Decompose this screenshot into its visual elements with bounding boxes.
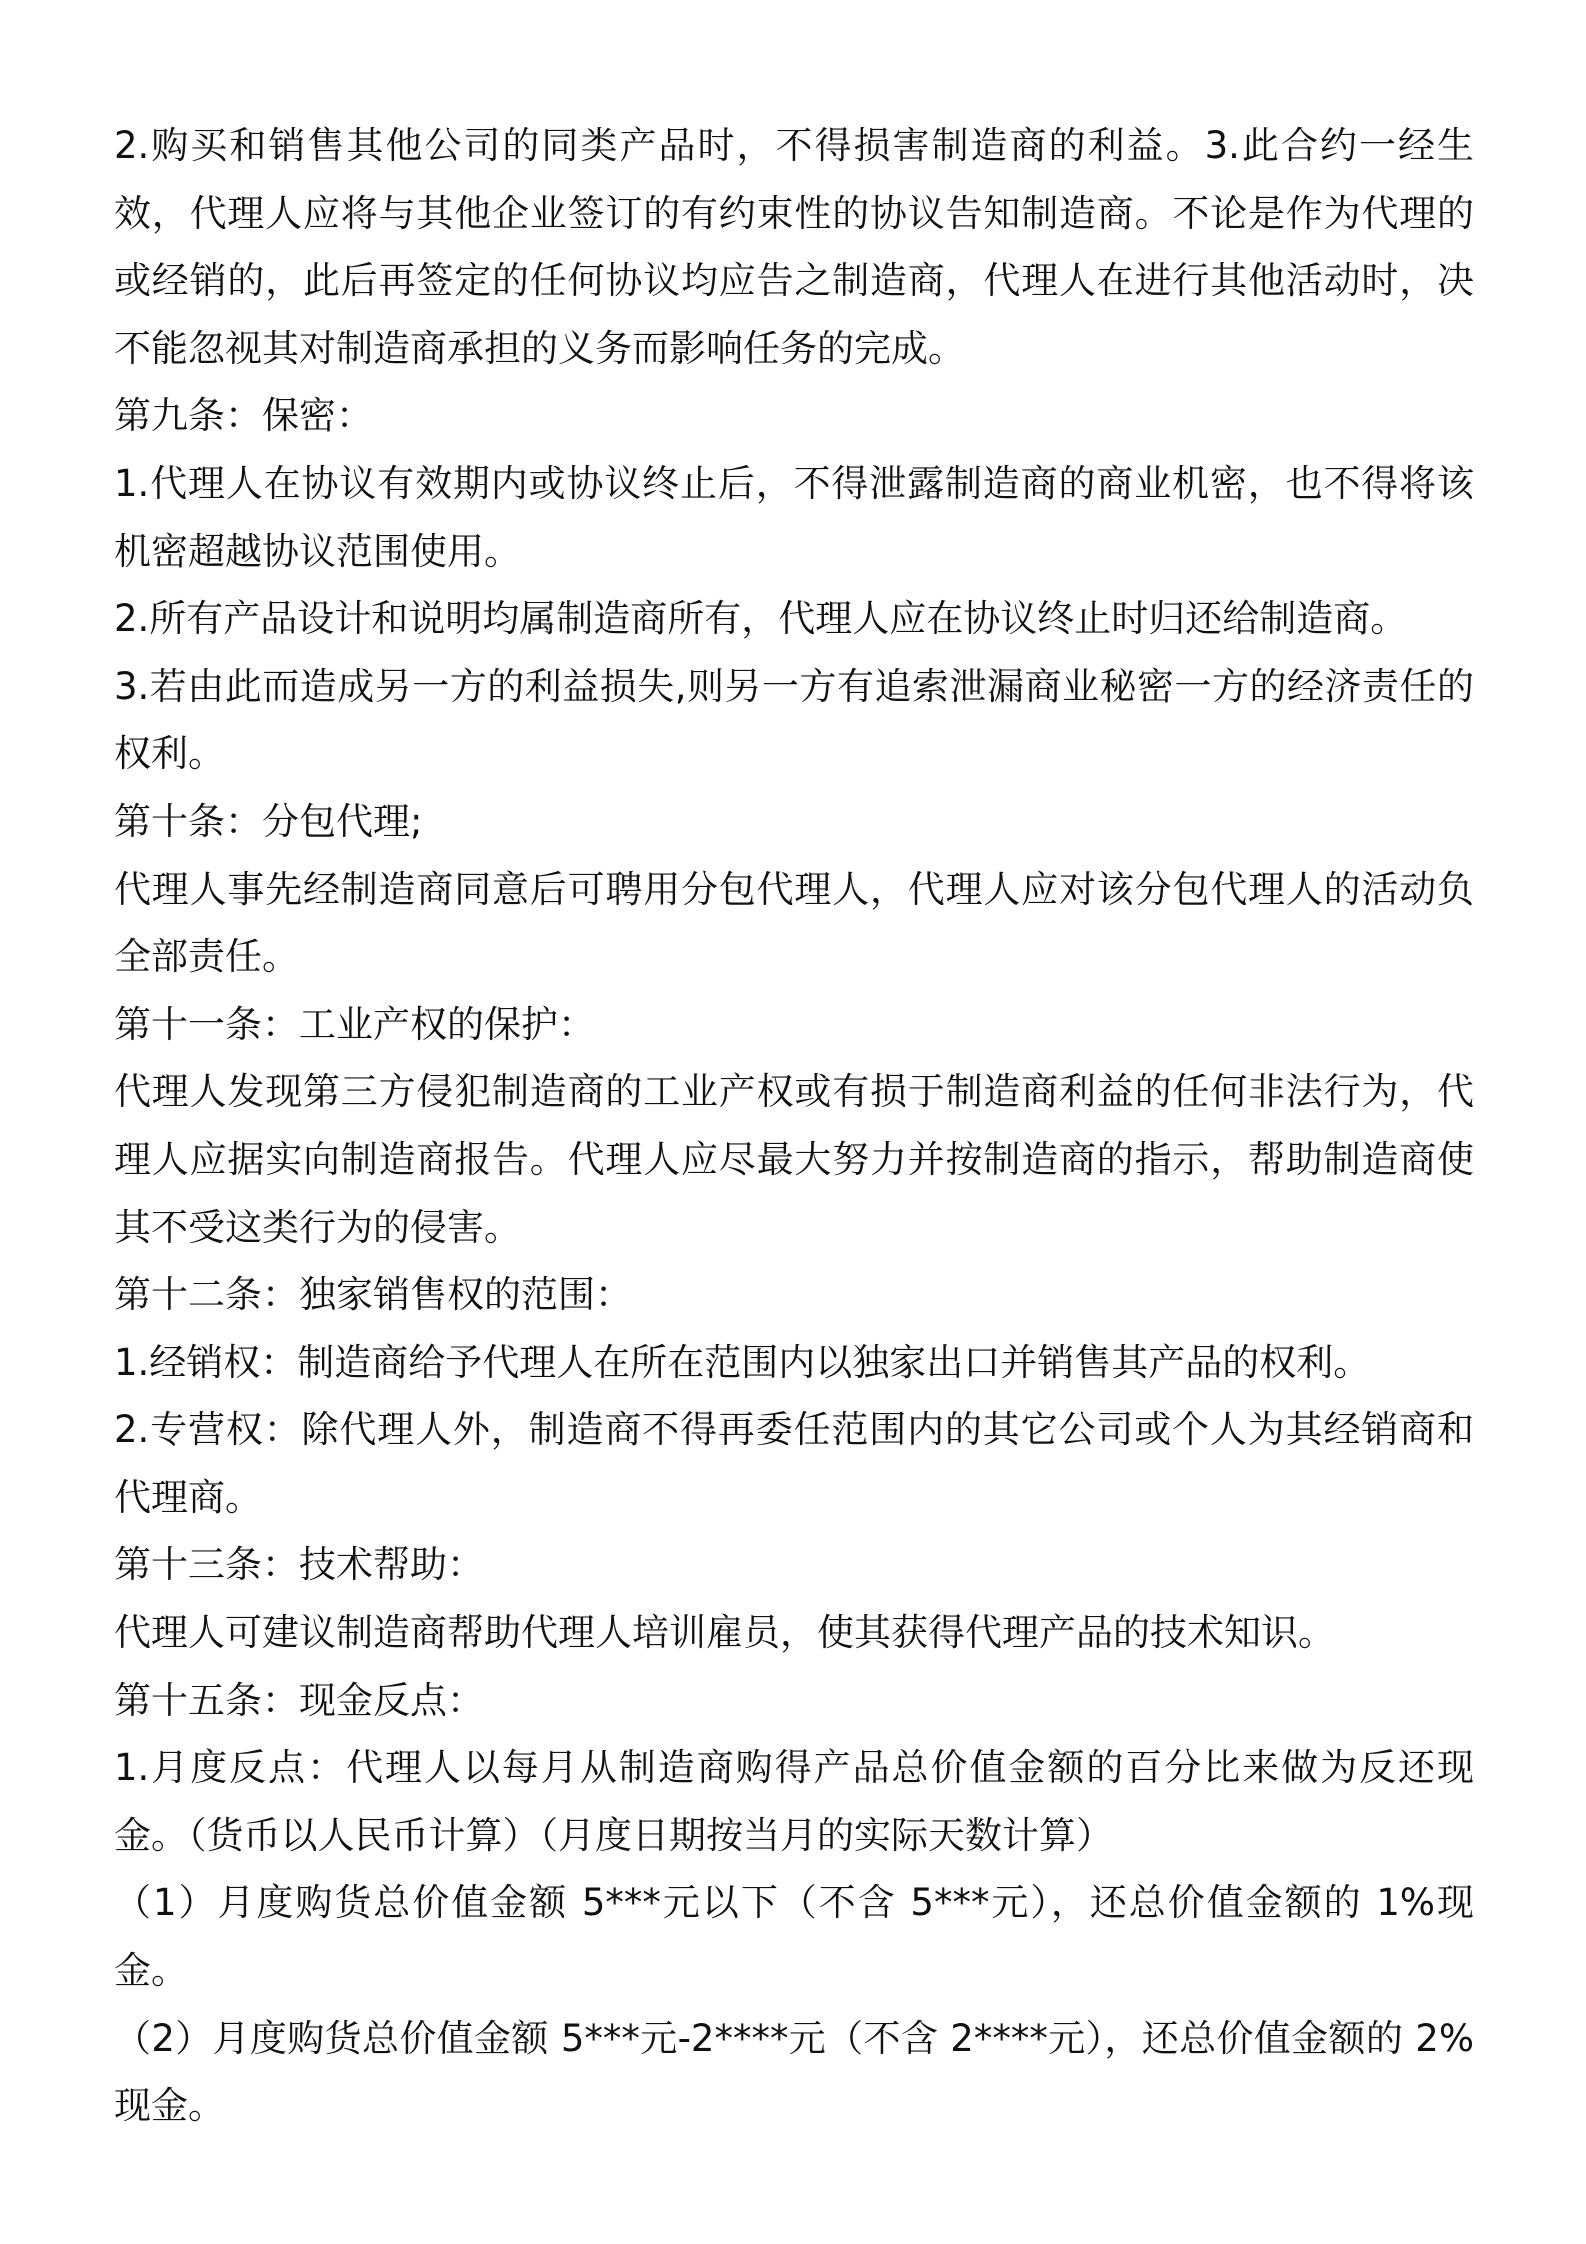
paragraph-clause-8-item-2: 2.购买和销售其他公司的同类产品时，不得损害制造商的利益。3.此合约一经生效，代理人应将与其他企业签订的有约束性的协议告知制造商。不论是作为代理的或经销的，此后再签定的任何协议均应告之制造商，代理人在进行其他活动时，决不能忽视其对制造商承担的义务而影响任务的完成。	[114, 124, 1474, 370]
paragraph-article-12-item-2: 2.专营权：除代理人外，制造商不得再委任范围内的其它公司或个人为其经销商和代理商。	[114, 1408, 1474, 1519]
document-body	[114, 112, 1474, 2140]
heading-article-15: 第十五条：现金反点：	[114, 1678, 484, 1722]
heading-article-10: 第十条：分包代理;	[114, 799, 423, 843]
paragraph-article-11: 代理人发现第三方侵犯制造商的工业产权或有损于制造商利益的任何非法行为，代理人应据实向制造商报告。代理人应尽最大努力并按制造商的指示，帮助制造商使其不受这类行为的侵害。	[114, 1070, 1474, 1249]
paragraph-article-9-item-3: 3.若由此而造成另一方的利益损失,则另一方有追索泄漏商业秘密一方的经济责任的权利。	[114, 664, 1474, 776]
paragraph-article-9-item-2: 2.所有产品设计和说明均属制造商所有，代理人应在协议终止时归还给制造商。	[114, 597, 1408, 641]
paragraph-article-15-tier-2: （2）月度购货总价值金额 5***元-2****元（不含 2****元），还总价值金额的 2%现金。	[114, 2016, 1474, 2128]
heading-article-12: 第十二条：独家销售权的范围：	[114, 1273, 632, 1317]
heading-article-9: 第九条：保密：	[114, 394, 373, 438]
heading-article-11: 第十一条：工业产权的保护：	[114, 1002, 595, 1046]
heading-article-13: 第十三条：技术帮助：	[114, 1543, 484, 1587]
paragraph-article-10: 代理人事先经制造商同意后可聘用分包代理人，代理人应对该分包代理人的活动负全部责任。	[114, 867, 1474, 979]
paragraph-article-15-tier-1: （1）月度购货总价值金额 5***元以下（不含 5***元），还总价值金额的 1%现金。	[114, 1881, 1474, 1993]
paragraph-article-9-item-1: 1.代理人在协议有效期内或协议终止后，不得泄露制造商的商业机密，也不得将该机密超越协议范围使用。	[114, 461, 1474, 573]
paragraph-article-12-item-1: 1.经销权：制造商给予代理人在所在范围内以独家出口并销售其产品的权利。	[114, 1340, 1371, 1384]
paragraph-article-13: 代理人可建议制造商帮助代理人培训雇员，使其获得代理产品的技术知识。	[114, 1611, 1335, 1655]
paragraph-article-15-item-1: 1.月度反点：代理人以每月从制造商购得产品总价值金额的百分比来做为反还现金。（货币以人民币计算）（月度日期按当月的实际天数计算）	[114, 1746, 1474, 1857]
